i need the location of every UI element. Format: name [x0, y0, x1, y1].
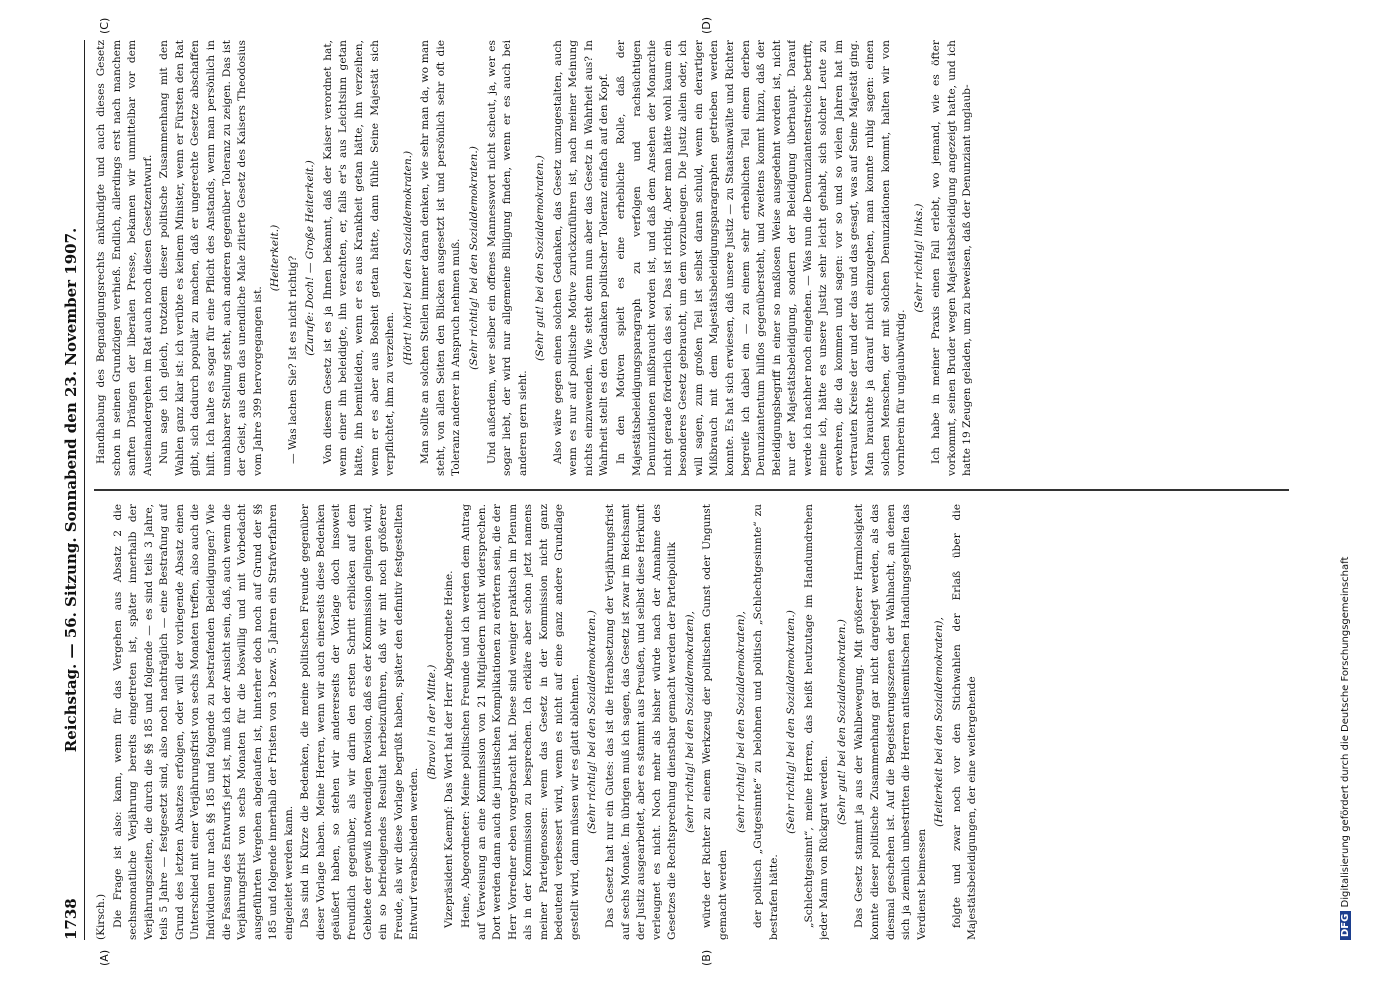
interjection: (Heiterkeit bei den Sozialdemokraten), [933, 617, 946, 827]
page-content [60, 16, 1300, 966]
margin-mark-a: (A) [98, 949, 111, 966]
paragraph: „Schlechtgesinnt“, meine Herren, das heißt heutzutage im Handumdrehen jeder Mann von Rückgrat werden. [802, 504, 831, 940]
paragraph: Die Frage ist also: kann, wenn für das Vergehen aus Absatz 2 die sechsmonatliche Verjährung bereits eingetreten ist, später innerhalb der Verjährungszeiten, die durch die §§ 185 und folgende — es sind teils 3 Jahre, teils 5 Jahre — festgesetzt sind, also noch nachträglich — eine Bestrafung auf Grund des letzten Absatzes erfolgen, oder will der vorliegende Absatz einen Unterschied mit einer Verjährungsfrist von sechs Monaten treffen, also auch die Individuen nur nach §§ 185 und folgende zu bestrafenden Beleidigungen? Wie die Fassung des Entwurfs jetzt ist, muß ich der Ansicht sein, daß, auch wenn die Verjährungsfrist von sechs Monaten für die böswillig und mit Vorbedacht ausgeführten Vergehen abgelaufen ist, hinterher doch noch auf Grund der §§ 185 und folgende innerhalb der Fristen von 3 bezw. 5 Jahren ein Strafverfahren eingeleitet werden kann. [111, 504, 295, 940]
paragraph: Das Gesetz stammt ja aus der Wahlbewegung. Mit größerer Harmlosigkeit konnte dieser politische Zusammenhang gar nicht dargelegt werden, als das diesmal geschehen ist. Auf die Begeisterungsszenen der Wahlnacht, an denen sich ja ziemlich unbestritten die Herren antisemitischen Handlungsgehilfen das Verdienst beimessen [853, 504, 928, 940]
interjection: (Bravo! in der Mitte.) [425, 664, 438, 780]
page-title: Reichstag. — 56. Sitzung. Sonnabend den 23. November 1907. [62, 227, 80, 753]
interjection: (sehr richtig! bei den Sozialdemokraten), [683, 611, 696, 833]
interjection: (Sehr richtig! links.) [912, 203, 925, 313]
page-header [60, 40, 85, 940]
interjection: (sehr richtig! bei den Sozialdemokraten), [734, 611, 747, 833]
interjection: (Zurufe: Doch! — Große Heiterkeit.) [304, 160, 317, 356]
paragraph: Also wäre gegen einen solchen Gedanken, das Gesetz umzugestalten, auch wenn es nur auf politische Motive zurückzuführen ist, nach meiner Meinung nichts einzuwenden. Wie steht denn nun aber das Gesetz in Wahrheit aus? In Wahrheit stellt es den Gedanken politischer Toleranz einfach auf den Kopf. [551, 40, 611, 476]
page-number: 1738 [62, 898, 80, 940]
paragraph: Von diesem Gesetz ist es ja Ihnen bekannt, daß der Kaiser verordnet hat, wenn einer ihn beleidigte, ihn verachten, er, falls er's aus Leichtsinn getan hätte, ihn bemitleiden, wenn er es aus Krankheit getan hätte, ihn verzeihen, wenn er es aber aus Bosheit getan hätte, dann fühle Seine Majestät sich verpflichtet, ihm zu verzeihen. [321, 40, 397, 476]
paragraph: In den Motiven spielt es eine erhebliche Rolle, daß der Majestätsbeleidigungsparagraph zu verfolgen und rachsüchtigen Denunziationen mißbraucht worden ist, und daß dem Ansehen der Monarchie nicht gerade förderlich das sei. Das ist richtig. Aber man hätte wohl kaum ein besonderes Gesetz gebraucht, um dem vorzubeugen. Die Justiz allein oder, ich will sagen, zum großen Teil ist selbst daran schuld, wenn ein derartiger Mißbrauch mit dem Majestätsbeleidigungsparagraphen getrieben werden konnte. Es hat sich erwiesen, daß unsere Justiz — zu Staatsanwälte und Richter begreife ich dabei ein — zu einem sehr erheblichen Teil einem derben Denunziantentum hilflos gegenübersteht, und zweitens kommt hinzu, daß der Beleidigungsbegriff in einer so maßlosen Weise ausgedehnt worden ist, nicht nur der Majestätsbeleidigung, sondern der Beleidigung überhaupt. Darauf werde ich nachher noch eingehen. — Was nun die Denunziantenstreiche betrifft, meine ich, hätte es unsere Justiz sehr leicht gehabt, sich solcher Leute zu erwehren, die da kommen und sagen: vor so und so vielen Jahren hat im vertrauten Kreise der und der das und das gesagt, was auf Seine Majestät ging. Man brauchte ja darauf nicht einzugehen, man konnte ruhig sagen: einen solchen Menschen, der mit solchen Denunziationen kommt, halten wir von vornherein für unglaubwürdig. [615, 40, 908, 476]
paragraph: folgte und zwar noch vor den Stichwahlen der Erlaß über die Majestätsbeleidigungen, der eine weitergehende [950, 504, 979, 940]
interjection: (Hört! hört! bei den Sozialdemokraten.) [401, 150, 414, 366]
right-column [94, 40, 1294, 476]
interjection: (Sehr richtig! bei den Sozialdemokraten.) [785, 610, 798, 834]
paragraph: der politisch „Gutgesinnte“ zu belohnen und politisch „Schlechtgesinnte“ zu bestrafen hätte. [752, 504, 780, 940]
paragraph: — Was lachen Sie? Ist es nicht richtig? [286, 255, 299, 464]
paragraph: Handhabung des Begnadigungsrechts ankündigte und auch dieses Gesetz schon in seinen Grundzügen verhieß. Endlich, allerdings erst nach manchem sanften Drängen der liberalen Presse, bekamen wir unmittelbar vor dem Auseinandergehen im Rat auch noch diesen Gesetzentwurf. [95, 40, 154, 476]
paragraph: Ich habe in meiner Praxis einen Fall erlebt, wo jemand, wie es öfter vorkommt, seinen Bruder wegen Majestätsbeleidigung angezeigt hatte, und ich hatte 19 Zeugen geladen, um zu beweisen, daß der Denunziant unglaub- [930, 40, 974, 476]
interjection: (Sehr richtig! bei den Sozialdemokraten.) [467, 146, 480, 370]
interjection: (Sehr gut! bei den Sozialdemokraten.) [835, 619, 848, 825]
paragraph: Und außerdem, wer selber ein offenes Mannesswort nicht scheut, ja, wer es sogar liebt, der wird nur allgemeine Billigung finden, wenn er es auch bei anderen gern sieht. [485, 40, 529, 476]
interjection: (Sehr richtig! bei den Sozialdemokraten.) [586, 610, 599, 834]
interjection: (Sehr gut! bei den Sozialdemokraten.) [534, 155, 547, 361]
paragraph: Vizepräsident Kaempf: Das Wort hat der Herr Abgeordnete Heine. [443, 570, 456, 928]
interjection: (Heiterkeit.) [269, 224, 282, 292]
dfg-logo: DFG [1340, 911, 1351, 940]
paragraph: Das Gesetz hat nur ein Gutes: das ist die Herabsetzung der Verjährungsfrist auf sechs Monate. Im übrigen muß ich sagen, das Gesetz ist zwar im Reichsamt der Justiz ausgearbeitet, aber es stammt aus Preußen, und selbst diese Herkunft verleugnet es nicht. Noch mehr als bisher würde nach der Annahme des Gesetzes die Rechtsprechung dienstbar gemacht werden der Parteipolitik [604, 504, 679, 940]
speaker-name: (Kirsch.) [95, 893, 107, 940]
margin-mark-d: (D) [700, 16, 713, 34]
paragraph: Heine, Abgeordneter: Meine politischen Freunde und ich werden dem Antrag auf Verweisung an eine Kommission von 21 Mitgliedern nicht widersprechen. Dort werden dann auch die juristischen Komplikationen zu erörtern sein, die der Herr Vorredner eben vorgebracht hat. Diese sind weniger praktisch im Plenum als in der Kommission zu besprechen. Ich erkläre aber schon jetzt namens meiner Parteigenossen: wenn das Gesetz in der Kommission nicht ganz bedeutend verbessert wird, wenn es nicht auf eine ganz andere Grundlage gestellt wird, dann müssen wir es glatt ablehnen. [459, 504, 581, 940]
digitization-text: Digitalisierung gefördert durch die Deutsche Forschungsgemeinschaft [1340, 556, 1351, 908]
paragraph: Man sollte an solchen Stellen immer daran denken, wie sehr man da, wo man steht, von allen Seiten den Blicken ausgesetzt ist und persönlich sehr oft die Toleranz anderer in Anspruch nehmen muß. [419, 40, 463, 476]
paragraph: Nun sage ich gleich, trotzdem dieser politische Zusammenhang mit den Wahlen ganz klar ist: ich verübte es keinem Minister, wenn er Fürsten den Rat gibt, sich dadurch populär zu machen, daß er ungerechte Gesetze abschaffen hilft. Ich halte es sogar für eine Pflicht des Anstands, wenn man persönlich in unnahbarer Stellung steht, auch anderen gegenüber Toleranz zu zeigen. Das ist der Geist, aus dem das unendliche Male zitierte Gesetz des Kaisers Theodosius vom Jahre 399 hervorgegangen ist. [158, 40, 264, 476]
paragraph: würde der Richter zu einem Werkzeug der politischen Gunst oder Ungunst gemacht werden [701, 504, 729, 940]
paragraph: Das sind in Kürze die Bedenken, die meine politischen Freunde gegenüber dieser Vorlage haben. Meine Herren, wenn wir auch einerseits diese Bedenken geäußert haben, so stehen wir andererseits der Vorlage doch insoweit freundlich gegenüber, als wir darin den ersten Schritt erblicken auf dem Gebiete der gewiß notwendigen Revision, daß es der Kommission gelingen wird, ein so befriedigendes Resultat herbeizuführen, daß wir mit noch größerer Freude, als wir diese Vorlage begrüßt haben, später den definitiv festgestellten Entwurf verabschieden werden. [299, 504, 421, 940]
digitization-note [1340, 40, 1351, 940]
margin-mark-b: (B) [700, 949, 713, 966]
margin-mark-c: (C) [98, 17, 111, 34]
left-column [94, 504, 1294, 940]
column-divider [94, 490, 1289, 492]
